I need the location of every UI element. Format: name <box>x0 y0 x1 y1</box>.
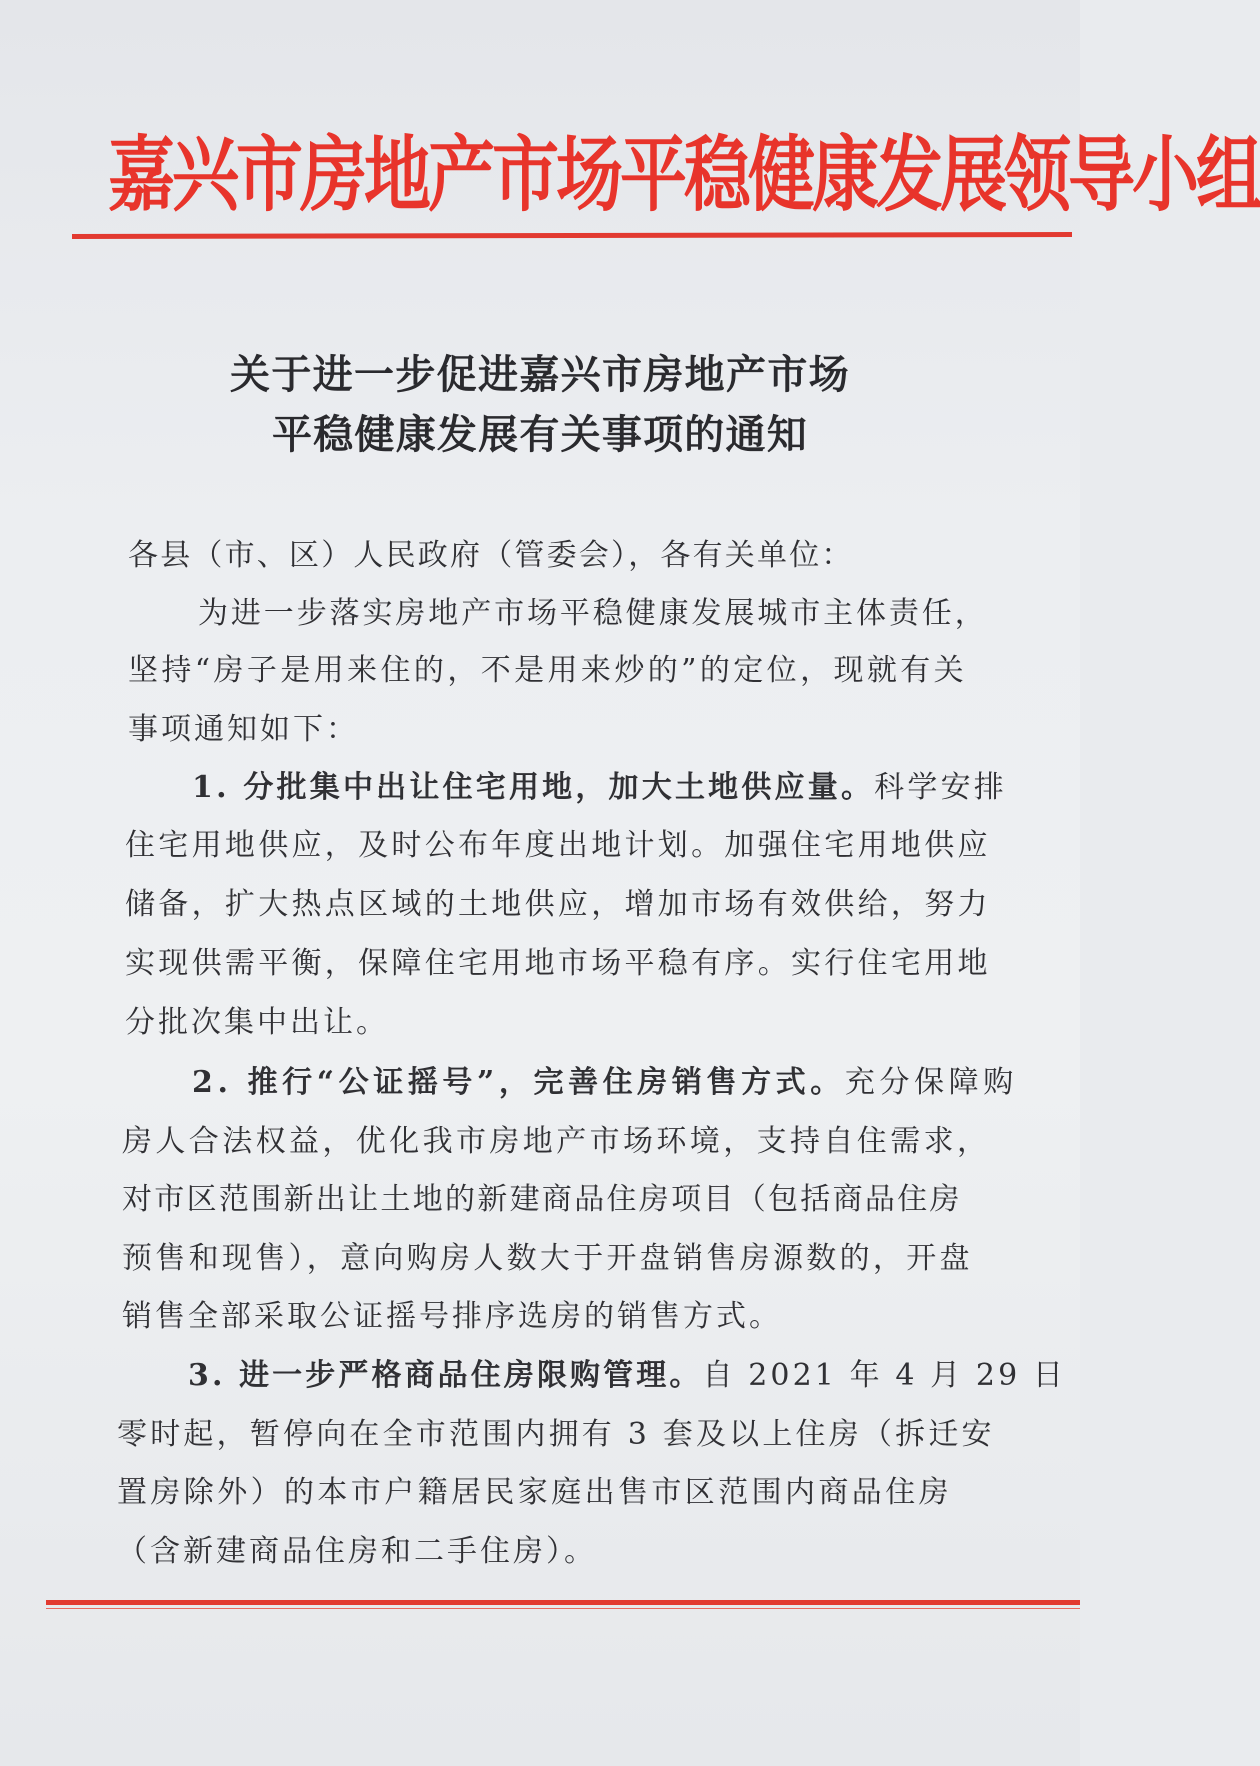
item-3-line-4: （含新建商品住房和二手住房）。 <box>117 1534 597 1569</box>
item-1-line-4: 实现供需平衡，保障住宅用地市场平稳有序。实行住宅用地 <box>125 946 991 981</box>
item-2-line-2: 房人合法权益，优化我市房地产市场环境，支持自住需求， <box>122 1124 991 1159</box>
issuing-organization-header: 嘉兴市房地产市场平稳健康发展领导小组 <box>108 126 1260 223</box>
item-1-line-3: 储备，扩大热点区域的土地供应，增加市场有效供给，努力 <box>125 887 991 922</box>
document-title-line-2: 平稳健康发展有关事项的通知 <box>272 411 808 458</box>
item-1-heading: 1. 分批集中出让住宅用地，加大土地供应量。 <box>192 770 875 805</box>
salutation: 各县（市、区）人民政府（管委会），各有关单位： <box>128 538 854 573</box>
item-2-line-1 <box>192 1063 1018 1103</box>
item-1-line-1-rest: 科学安排 <box>874 770 1007 805</box>
item-3-line-2: 零时起，暂停向在全市范围内拥有 3 套及以上住房（拆迁安 <box>117 1417 995 1452</box>
footer-red-rule-thin <box>46 1608 1080 1609</box>
footer-red-rule <box>46 1600 1080 1605</box>
item-1-line-5: 分批次集中出让。 <box>125 1005 389 1040</box>
item-2-line-1-rest: 充分保障购 <box>844 1065 1018 1100</box>
item-3-line-3: 置房除外）的本市户籍居民家庭出售市区范围内商品住房 <box>117 1475 952 1510</box>
item-1-line-1 <box>192 768 1007 808</box>
item-3-line-1-rest: 自 2021 年 4 月 29 日 <box>702 1358 1066 1393</box>
item-3-line-1 <box>188 1356 1066 1396</box>
item-2-line-4: 预售和现售），意向购房人数大于开盘销售房源数的，开盘 <box>122 1241 973 1276</box>
intro-line-1: 为进一步落实房地产市场平稳健康发展城市主体责任， <box>198 596 988 631</box>
item-2-line-5: 销售全部采取公证摇号排序选房的销售方式。 <box>122 1299 782 1334</box>
item-3-heading: 3. 进一步严格商品住房限购管理。 <box>188 1358 703 1393</box>
intro-line-3: 事项通知如下： <box>128 712 359 747</box>
item-2-line-3: 对市区范围新出让土地的新建商品住房项目（包括商品住房 <box>122 1182 962 1217</box>
item-2-heading: 2. 推行“公证摇号”，完善住房销售方式。 <box>192 1065 845 1100</box>
item-1-line-2: 住宅用地供应，及时公布年度出地计划。加强住宅用地供应 <box>125 828 991 863</box>
document-title-line-1: 关于进一步促进嘉兴市房地产市场 <box>230 351 850 398</box>
intro-line-2: 坚持“房子是用来住的，不是用来炒的”的定位，现就有关 <box>128 653 968 688</box>
